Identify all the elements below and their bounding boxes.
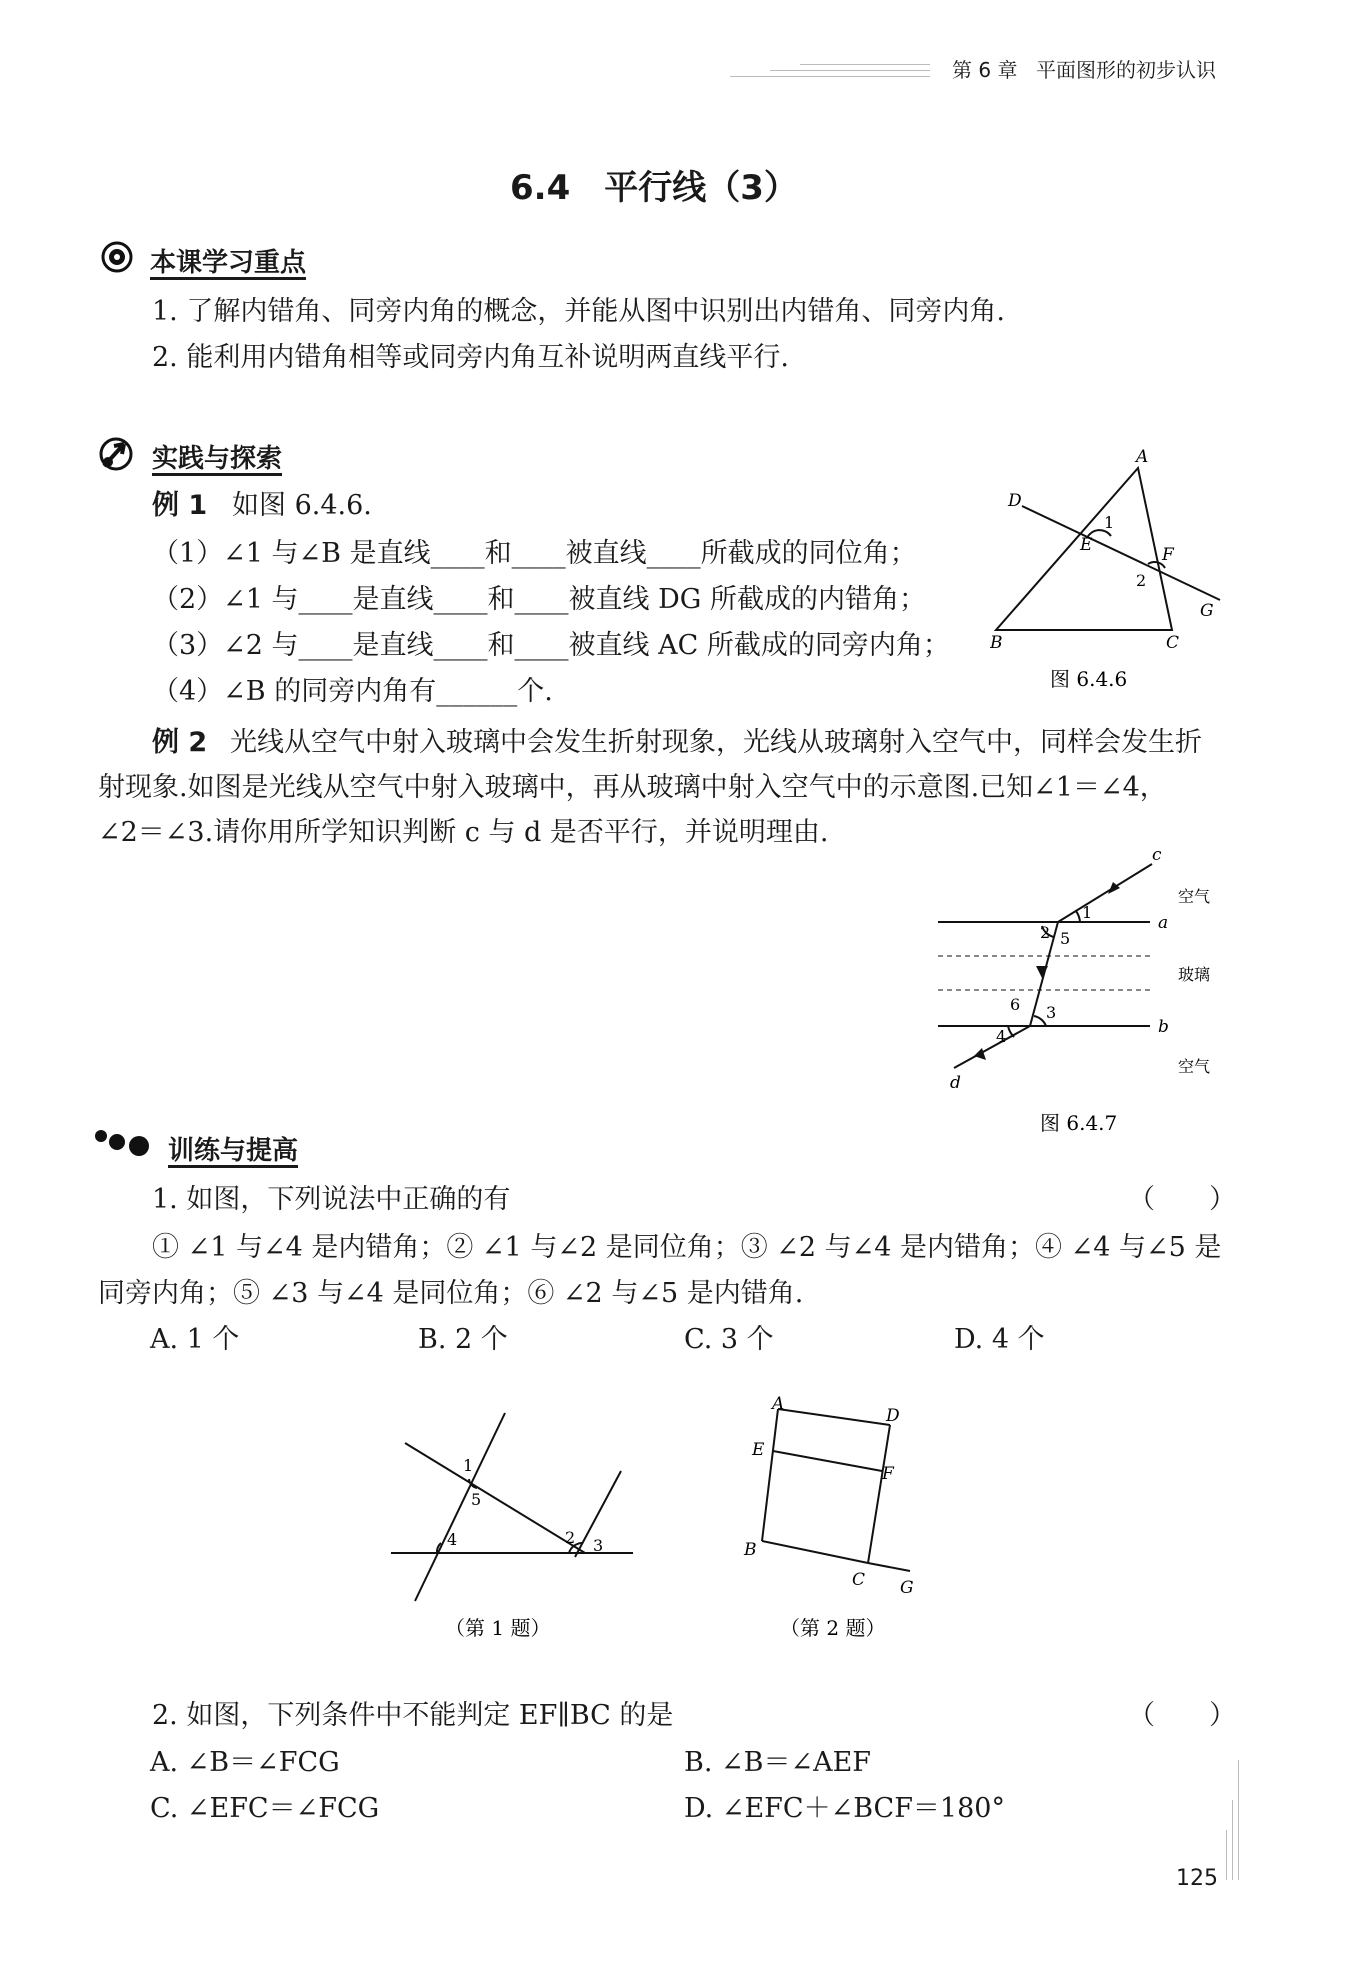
medium-air-bottom: 空气: [1178, 1057, 1211, 1076]
example1-line: （3）∠2 与____是直线____和____被直线 AC 所截成的同旁内角；: [152, 630, 950, 661]
label-F: F: [1162, 545, 1174, 565]
label-4: 4: [447, 1530, 458, 1549]
caption-question-1: （第 1 题）: [445, 1616, 551, 1640]
figure-6-4-6: [990, 440, 1240, 700]
label-1: 1: [1104, 513, 1115, 532]
chapter-title: 平面图形的初步认识: [1036, 58, 1216, 82]
label-1: 1: [1082, 903, 1093, 922]
label-3: 3: [593, 1536, 604, 1555]
label-A: A: [772, 1395, 785, 1414]
caption-6-4-6: 图 6.4.6: [1050, 667, 1128, 691]
target-icon: [101, 241, 133, 273]
example2-line: 射现象.如图是光线从空气中射入玻璃中，再从玻璃中射入空气中的示意图.已知∠1＝∠4，: [98, 772, 1167, 803]
q1-body-line: ① ∠1 与∠4 是内错角；② ∠1 与∠2 是同位角；③ ∠2 与∠4 是内错角；④ ∠4 与∠5 是: [152, 1232, 1222, 1263]
figure-6-4-7: [930, 850, 1240, 1140]
chapter-label: 第 6 章: [952, 58, 1018, 82]
label-D: D: [886, 1406, 900, 1426]
label-4: 4: [996, 1027, 1007, 1046]
example1-intro: 如图 6.4.6.: [232, 490, 372, 521]
example1-line: （2）∠1 与____是直线____和____被直线 DG 所截成的内错角；: [152, 584, 926, 615]
q2-option-a: A. ∠B＝∠FCG: [150, 1747, 340, 1778]
label-d: d: [950, 1073, 961, 1093]
caption-6-4-7: 图 6.4.7: [1040, 1111, 1118, 1135]
explore-icon: [98, 436, 134, 472]
example1-line: （4）∠B 的同旁内角有______个.: [152, 676, 553, 707]
q1-option-c: C. 3 个: [684, 1324, 774, 1355]
q1-body-line: 同旁内角；⑤ ∠3 与∠4 是同位角；⑥ ∠2 与∠5 是内错角.: [98, 1278, 804, 1309]
q2-option-b: B. ∠B＝∠AEF: [684, 1747, 872, 1778]
example1-line: （1）∠1 与∠B 是直线____和____被直线____所截成的同位角；: [152, 538, 917, 569]
dots-icon: [93, 1128, 159, 1158]
label-E: E: [1080, 535, 1093, 555]
label-F: F: [882, 1464, 894, 1484]
example2-line: ∠2＝∠3.请你用所学知识判断 c 与 d 是否平行，并说明理由.: [98, 817, 829, 848]
label-a: a: [1158, 913, 1169, 933]
page-edge-marks: [1226, 1760, 1246, 1880]
header-decoration: [730, 58, 930, 82]
example1-label: 例 1: [152, 490, 208, 521]
q2-option-c: C. ∠EFC＝∠FCG: [150, 1793, 380, 1824]
label-5: 5: [471, 1490, 482, 1509]
figure-question-2: [740, 1395, 930, 1645]
practice-heading: 实践与探索: [152, 444, 283, 474]
label-1: 1: [463, 1456, 474, 1475]
focus-heading: 本课学习重点: [150, 248, 307, 278]
q2-stem: 2. 如图，下列条件中不能判定 EF∥BC 的是: [152, 1700, 674, 1731]
label-6: 6: [1010, 995, 1021, 1014]
focus-item: 1. 了解内错角、同旁内角的概念，并能从图中识别出内错角、同旁内角.: [152, 296, 1005, 327]
figure-question-1: [385, 1405, 645, 1645]
page-number: 125: [1176, 1866, 1218, 1891]
q2-option-d: D. ∠EFC＋∠BCF＝180°: [684, 1793, 1005, 1824]
label-B: B: [744, 1540, 757, 1560]
q1-answer-paren: （ ）: [1128, 1184, 1236, 1215]
label-c: c: [1152, 850, 1162, 865]
label-b: b: [1158, 1017, 1169, 1037]
focus-item: 2. 能利用内错角相等或同旁内角互补说明两直线平行.: [152, 342, 789, 373]
label-C: C: [852, 1570, 866, 1590]
label-3: 3: [1046, 1003, 1057, 1022]
training-heading: 训练与提高: [168, 1136, 299, 1166]
example2-line: 光线从空气中射入玻璃中会发生折射现象，光线从玻璃射入空气中，同样会发生折: [230, 727, 1202, 758]
label-G: G: [1200, 601, 1214, 621]
page-title: 6.4 平行线（3）: [510, 168, 798, 208]
label-C: C: [1166, 633, 1180, 653]
q1-option-d: D. 4 个: [954, 1324, 1045, 1355]
q1-option-a: A. 1 个: [150, 1324, 240, 1355]
label-2: 2: [1040, 923, 1051, 942]
q1-option-b: B. 2 个: [418, 1324, 508, 1355]
label-5: 5: [1060, 929, 1071, 948]
q1-stem: 1. 如图，下列说法中正确的有: [152, 1184, 511, 1215]
label-A: A: [1136, 447, 1149, 467]
caption-question-2: （第 2 题）: [780, 1616, 886, 1640]
q2-answer-paren: （ ）: [1128, 1700, 1236, 1731]
label-E: E: [752, 1440, 765, 1460]
label-G: G: [900, 1578, 914, 1598]
medium-glass: 玻璃: [1178, 965, 1211, 984]
label-2: 2: [565, 1528, 576, 1547]
label-D: D: [1008, 491, 1022, 511]
label-B: B: [990, 633, 1003, 653]
label-2: 2: [1136, 571, 1147, 590]
medium-air-top: 空气: [1178, 887, 1211, 906]
example2-label: 例 2: [152, 727, 208, 758]
